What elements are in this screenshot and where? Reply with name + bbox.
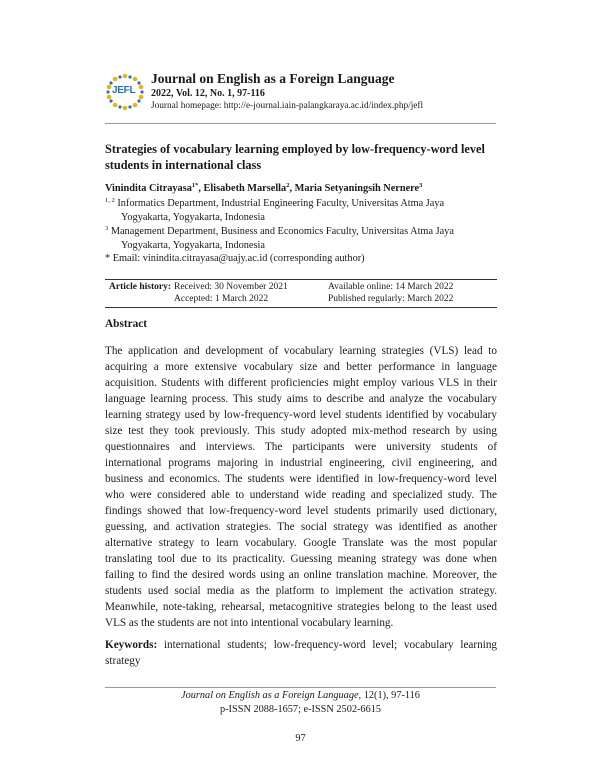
journal-logo [105,72,145,112]
affiliation-2-sup: 3 [105,225,109,232]
footer-citation [105,690,496,701]
footer-citation-journal: Journal on English as a Foreign Language, [181,690,362,701]
affiliation-1 [105,197,497,224]
abstract-heading: Abstract [105,318,148,330]
author-list: Vinindita Citrayasa$^{1*}$, Elisabeth Marsella$^2$, Maria Setyaningsih Nernere$^3$ [105,182,423,194]
keywords-label: Keywords: [105,639,158,651]
logo-text: JEFL [112,85,136,96]
corresponding-email: * Email: vinindita.citrayasa@uajy.ac.id (corresponding author) [105,253,365,264]
history-received: Received: 30 November 2021 [174,282,288,292]
author-1-sup: 1* [191,182,199,189]
footer-divider [105,687,496,688]
history-published: Published regularly: March 2022 [328,294,454,304]
author-2: Elisabeth Marsella [203,183,287,194]
history-label: Article history: [109,282,171,292]
journal-volume: 2022, Vol. 12, No. 1, 97-116 [151,88,265,99]
affiliation-2-line-1: Management Department, Business and Economics Faculty, Universitas Atma Jaya [110,226,454,237]
paper-title: Strategies of vocabulary learning employed by low-frequency-word level students in international class [105,142,485,172]
journal-homepage-link[interactable]: Journal homepage: http://e-journal.iain-palangkaraya.ac.id/index.php/jefl [151,101,424,111]
affiliation-1-sup: 1, 2 [105,197,115,204]
page-number: 97 [295,733,306,744]
author-3-sup: 3 [419,182,423,189]
article-history-box [105,279,497,308]
history-online: Available online: 14 March 2022 [328,282,454,292]
keywords-text: international students; low-frequency-word level; vocabulary learning strategy [105,639,498,667]
affiliation-1-line-1: Informatics Department, Industrial Engineering Faculty, Universitas Atma Jaya [117,198,445,209]
journal-title: Journal on English as a Foreign Language [151,71,395,86]
history-accepted: Accepted: 1 March 2022 [174,294,269,304]
affiliation-2 [105,225,497,252]
author-2-sup: 2 [286,182,290,189]
footer-citation-rest: 12(1), 97-116 [361,690,420,701]
author-3: Maria Setyaningsih Nernere [294,183,420,194]
header-divider [105,123,496,124]
footer-issn: p-ISSN 2088-1657; e-ISSN 2502-6615 [219,704,382,715]
abstract-body: The application and development of vocabulary learning strategies (VLS) lead to acquiring a more extensive vocabulary size and better performance in language acquisition. Students with different proficiencies might employ various VLS in their language learning process. This study aims to describe and analyze the vocabulary learning strategy used by low-frequency-word level students identified by vocabulary size test they took previously. This study adopted mix-method research by using questionnaires and interviews. The participants were university students of international programs majoring in industrial engineering, civil engineering, and business and economics. The students were identified in low-frequency-word level who were considered able to understand wide reading and specialized study. The findings showed that low-frequency-word level students primarily used dictionary, guessing, and activation strategies. The social strategy was identified as another alternative strategy to learn vocabulary. Google Translate was the most popular translating tool due to its practicality. Guessing meaning strategy was done when failing to find the desired words using an online translation machine. Moreover, the students used social media as the platform to implement the activation strategy. Meanwhile, note-taking, rehearsal, metacognitive strategies belong to the least used VLS as the students are not into intentional vocabulary learning. [105,345,497,629]
affiliation-2-line-2: Yogyakarta, Yogyakarta, Indonesia [121,239,265,251]
affiliation-1-line-2: Yogyakarta, Yogyakarta, Indonesia [121,211,265,223]
author-1: Vinindita Citrayasa [105,183,192,194]
keywords [105,637,497,669]
